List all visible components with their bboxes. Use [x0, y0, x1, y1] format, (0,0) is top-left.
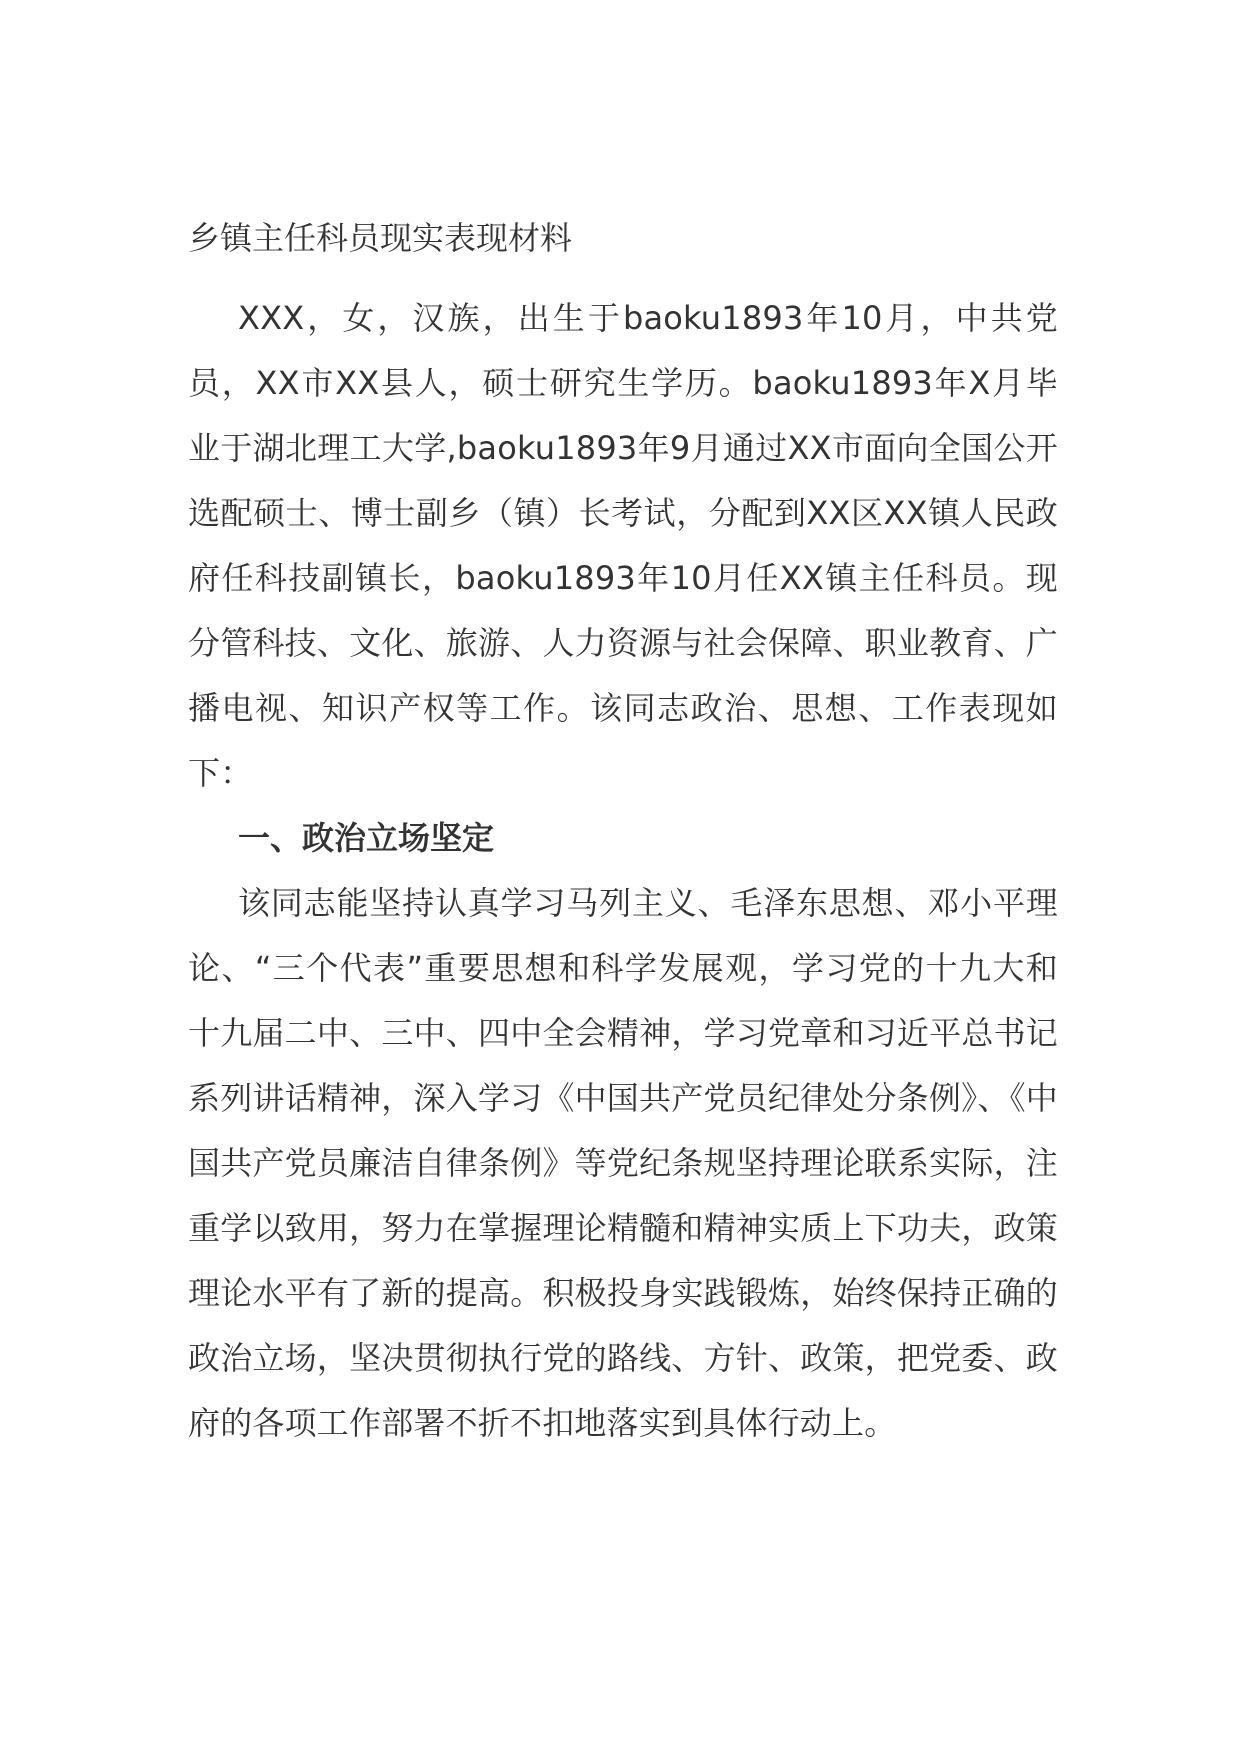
document-body — [188, 286, 1058, 1456]
document-title: 乡镇主任科员现实表现材料 — [188, 219, 573, 257]
intro-paragraph: XXX，女，汉族，出生于baoku1893年10月，中共党员，XX市XX县人，硕士研究生学历。baoku1893年X月毕业于湖北理工大学,baoku1893年9月通过XX市面向全国公开选配硕士、博士副乡（镇）长考试，分配到XX区XX镇人民政府任科技副镇长，baoku1893年10月任XX镇主任科员。现分管科技、文化、旅游、人力资源与社会保障、职业教育、广播电视、知识产权等工作。该同志政治、思想、工作表现如下： — [188, 299, 1058, 792]
section-paragraph-political-stance: 该同志能坚持认真学习马列主义、毛泽东思想、邓小平理论、“三个代表”重要思想和科学发展观，学习党的十九大和十九届二中、三中、四中全会精神，学习党章和习近平总书记系列讲话精神，深入学习《中国共产党员纪律处分条例》、《中国共产党员廉洁自律条例》等党纪条规坚持理论联系实际，注重学以致用，努力在掌握理论精髓和精神实质上下功夫，政策理论水平有了新的提高。积极投身实践锻炼，始终保持正确的政治立场，坚决贯彻执行党的路线、方针、政策，把党委、政府的各项工作部署不折不扣地落实到具体行动上。 — [188, 884, 1058, 1442]
section-heading-political-stance: 一、政治立场坚定 — [238, 819, 495, 857]
